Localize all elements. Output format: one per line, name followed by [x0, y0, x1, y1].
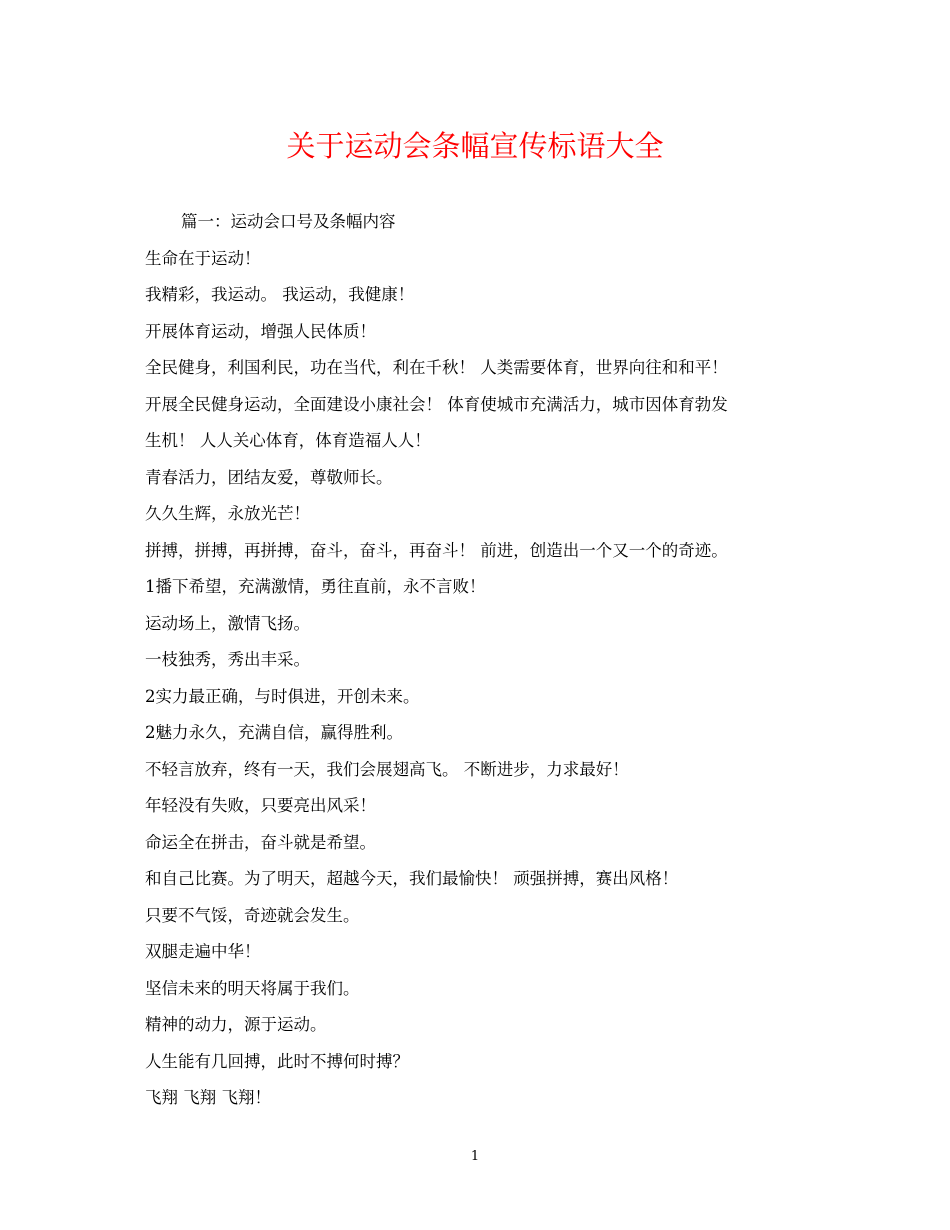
slogan-list — [145, 241, 825, 1117]
slogan-line: 我精彩，我运动。 我运动，我健康！ — [145, 285, 415, 304]
document-body — [145, 204, 825, 1117]
slogan-line: 和自己比赛。为了明天，超越今天，我们最愉快！ 顽强拼搏，赛出风格！ — [145, 869, 679, 888]
slogan-line: 精神的动力，源于运动。 — [145, 1015, 327, 1034]
slogan-line: 开展全民健身运动，全面建设小康社会！ 体育使城市充满活力，城市因体育勃发 — [145, 394, 728, 414]
slogan-line: 拼搏，拼搏，再拼搏，奋斗，奋斗，再奋斗！ 前进，创造出一个又一个的奇迹。 — [145, 540, 728, 560]
page-number: 1 — [470, 1149, 480, 1164]
slogan-line: 运动场上，激情飞扬。 — [145, 613, 310, 633]
slogan-line: 青春活力，团结友爱，尊敬师长。 — [145, 467, 393, 487]
slogan-line: 只要不气馁，奇迹就会发生。 — [145, 905, 360, 925]
slogan-line: 生机！ 人人关心体育，体育造福人人！ — [145, 431, 431, 450]
slogan-line: 人生能有几回搏，此时不搏何时搏？ — [145, 1051, 409, 1071]
slogan-line: 飞翔 飞翔 飞翔！ — [145, 1088, 271, 1107]
slogan-line: 坚信未来的明天将属于我们。 — [145, 978, 360, 998]
slogan-line: 2魅力永久，充满自信，赢得胜利。 — [145, 723, 403, 742]
slogan-line: 不轻言放弃，终有一天，我们会展翅高飞。 不断进步，力求最好！ — [145, 759, 629, 779]
slogan-line: 一枝独秀，秀出丰采。 — [145, 650, 310, 669]
slogan-line: 年轻没有失败，只要亮出风采！ — [145, 796, 376, 815]
document-title: 关于运动会条幅宣传标语大全 — [286, 129, 664, 163]
slogan-line: 生命在于运动！ — [145, 248, 261, 268]
slogan-line: 1播下希望，充满激情，勇往直前，永不言败！ — [145, 577, 486, 596]
slogan-line: 开展体育运动，增强人民体质！ — [145, 321, 376, 341]
slogan-line: 久久生辉，永放光芒！ — [145, 504, 310, 523]
slogan-line: 全民健身，利国利民，功在当代，利在千秋！ 人类需要体育，世界向往和和平！ — [145, 358, 728, 377]
slogan-line: 2实力最正确，与时俱进，开创未来。 — [145, 686, 420, 706]
section-heading: 篇一：运动会口号及条幅内容 — [181, 212, 396, 231]
slogan-line: 双腿走遍中华！ — [145, 942, 261, 961]
slogan-line: 命运全在拼击，奋斗就是希望。 — [145, 832, 376, 852]
